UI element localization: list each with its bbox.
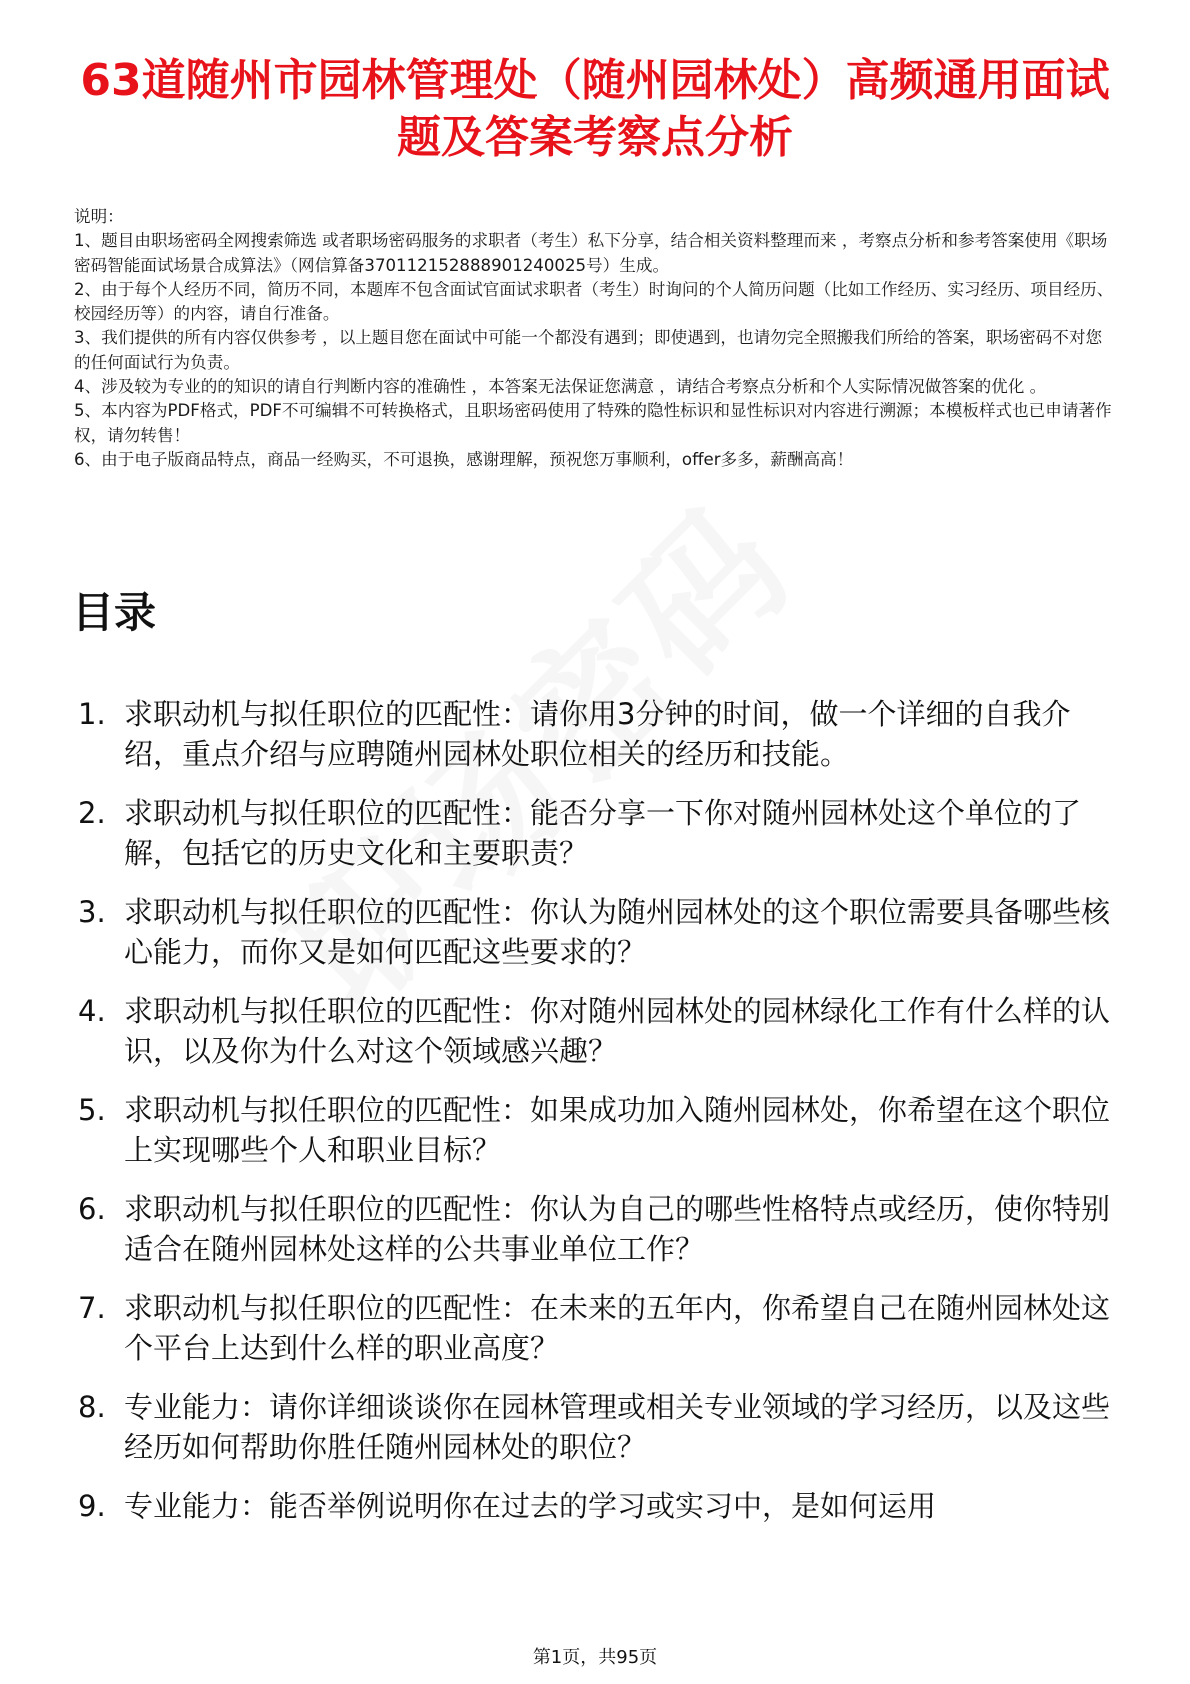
- note-item: 4、涉及较为专业的的知识的请自行判断内容的准确性 ，本答案无法保证您满意 ，请结合考察点分析和个人实际情况做答案的优化 。: [74, 377, 1047, 397]
- toc-item[interactable]: [78, 1189, 1128, 1269]
- toc-heading: 目录: [72, 588, 157, 637]
- note-item: 2、由于每个人经历不同，简历不同，本题库不包含面试官面试求职者（考生）时询问的个人简历问题（比如工作经历、实习经历、项目经历、校园经历等）的内容，请自行准备。: [74, 279, 1114, 324]
- toc-item-text: 专业能力：能否举例说明你在过去的学习或实习中，是如何运用: [124, 1489, 937, 1523]
- toc-item-number: 2.: [78, 796, 106, 830]
- toc-item-text: 专业能力：请你详细谈谈你在园林管理或相关专业领域的学习经历，以及这些经历如何帮助你胜任随州园林处的职位？: [124, 1390, 1111, 1464]
- toc-item[interactable]: [78, 793, 1128, 873]
- toc-item-number: 7.: [78, 1291, 106, 1325]
- notes-section: [74, 205, 1114, 472]
- toc-item-number: 6.: [78, 1192, 106, 1226]
- toc-item[interactable]: [78, 1486, 1128, 1526]
- toc-item-text: 求职动机与拟任职位的匹配性：能否分享一下你对随州园林处这个单位的了解，包括它的历史文化和主要职责？: [124, 796, 1082, 870]
- note-item: 1、题目由职场密码全网搜索筛选 或者职场密码服务的求职者（考生）私下分享，结合相关资料整理而来 ，考察点分析和参考答案使用《职场密码智能面试场景合成算法》（网信算备370112152888901240025号）生成。: [74, 231, 1108, 275]
- toc-item[interactable]: [78, 1387, 1128, 1467]
- toc-item-number: 5.: [78, 1093, 106, 1127]
- toc-item-text: 求职动机与拟任职位的匹配性：你认为自己的哪些性格特点或经历，使你特别适合在随州园林处这样的公共事业单位工作？: [124, 1192, 1111, 1266]
- toc-item[interactable]: [78, 694, 1128, 774]
- document-title: 63道随州市园林管理处（随州园林处）高频通用面试题及答案考察点分析: [80, 55, 1110, 163]
- toc-item-number: 9.: [78, 1489, 106, 1523]
- toc-item-number: 3.: [78, 895, 106, 929]
- toc-item-text: 求职动机与拟任职位的匹配性：你认为随州园林处的这个职位需要具备哪些核心能力，而你又是如何匹配这些要求的？: [124, 895, 1111, 969]
- toc-item-text: 求职动机与拟任职位的匹配性：请你用3分钟的时间，做一个详细的自我介绍，重点介绍与应聘随州园林处职位相关的经历和技能。: [124, 697, 1071, 771]
- toc-item[interactable]: [78, 892, 1128, 972]
- toc-item[interactable]: [78, 1288, 1128, 1368]
- note-item: 3、我们提供的所有内容仅供参考 ，以上题目您在面试中可能一个都没有遇到；即使遇到，也请勿完全照搬我们所给的答案，职场密码不对您的任何面试行为负责。: [74, 328, 1103, 372]
- toc-item-number: 4.: [78, 994, 106, 1028]
- table-of-contents: [78, 694, 1128, 1545]
- note-item: 5、本内容为PDF格式，PDF不可编辑不可转换格式，且职场密码使用了特殊的隐性标识和显性标识对内容进行溯源；本模板样式也已申请著作权，请勿转售！: [74, 401, 1112, 445]
- page-number: 第1页，共95页: [532, 1647, 658, 1668]
- toc-item[interactable]: [78, 1090, 1128, 1170]
- note-item: 6、由于电子版商品特点，商品一经购买，不可退换，感谢理解，预祝您万事顺利，offer多多，薪酬高高！: [74, 449, 854, 469]
- toc-item-text: 求职动机与拟任职位的匹配性：你对随州园林处的园林绿化工作有什么样的认识，以及你为什么对这个领域感兴趣？: [124, 994, 1111, 1068]
- toc-item-number: 1.: [78, 697, 106, 731]
- toc-item-number: 8.: [78, 1390, 106, 1424]
- toc-item-text: 求职动机与拟任职位的匹配性：如果成功加入随州园林处，你希望在这个职位上实现哪些个人和职业目标？: [124, 1093, 1111, 1167]
- toc-item[interactable]: [78, 991, 1128, 1071]
- notes-label: 说明：: [74, 207, 124, 226]
- toc-item-text: 求职动机与拟任职位的匹配性：在未来的五年内，你希望自己在随州园林处这个平台上达到什么样的职业高度？: [124, 1291, 1111, 1365]
